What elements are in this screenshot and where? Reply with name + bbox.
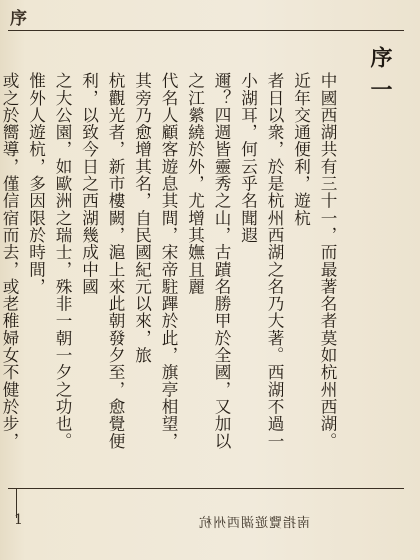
footer-rule [8,488,404,489]
preface-body [0,72,340,464]
text-column: 杭觀光者，新市樓闕，滬上來此朝發夕至，愈覺便利，以致今日之西湖幾成中國 [79,72,125,450]
preface-title: 序一 [367,46,393,110]
running-footer-title: 南指覽遊湖西州杭 [198,516,311,531]
page-number: 1 [14,512,23,528]
text-column: 者日以衆，於是杭州西湖之名乃大著。西湖不過一小湖耳，何云乎名聞遐 [238,72,284,450]
running-header-char: 序 [10,9,27,29]
header-rule [8,30,404,31]
text-column: 邇？四週皆靈秀之山，古蹟名勝甲於全國，又加以之江縈繞於外，尤增其嫵且麗 [185,72,231,450]
text-column: 或之於嚮導，僅信宿而去，或老稚婦女不健於步， [0,72,19,450]
text-column: 中國西湖共有三十一，而最著名者莫如杭州西湖。近年交通便利，遊杭 [291,72,337,450]
text-column: 代名人顧客遊息其間，宋帝駐蹕於此，旗亭相望，其旁乃愈增其名，自民國紀元以來，旅 [132,72,178,450]
text-column: 之大公園，如歐洲之瑞士，殊非一朝一夕之功也。惟外人遊杭，多因限於時間， [26,72,72,450]
